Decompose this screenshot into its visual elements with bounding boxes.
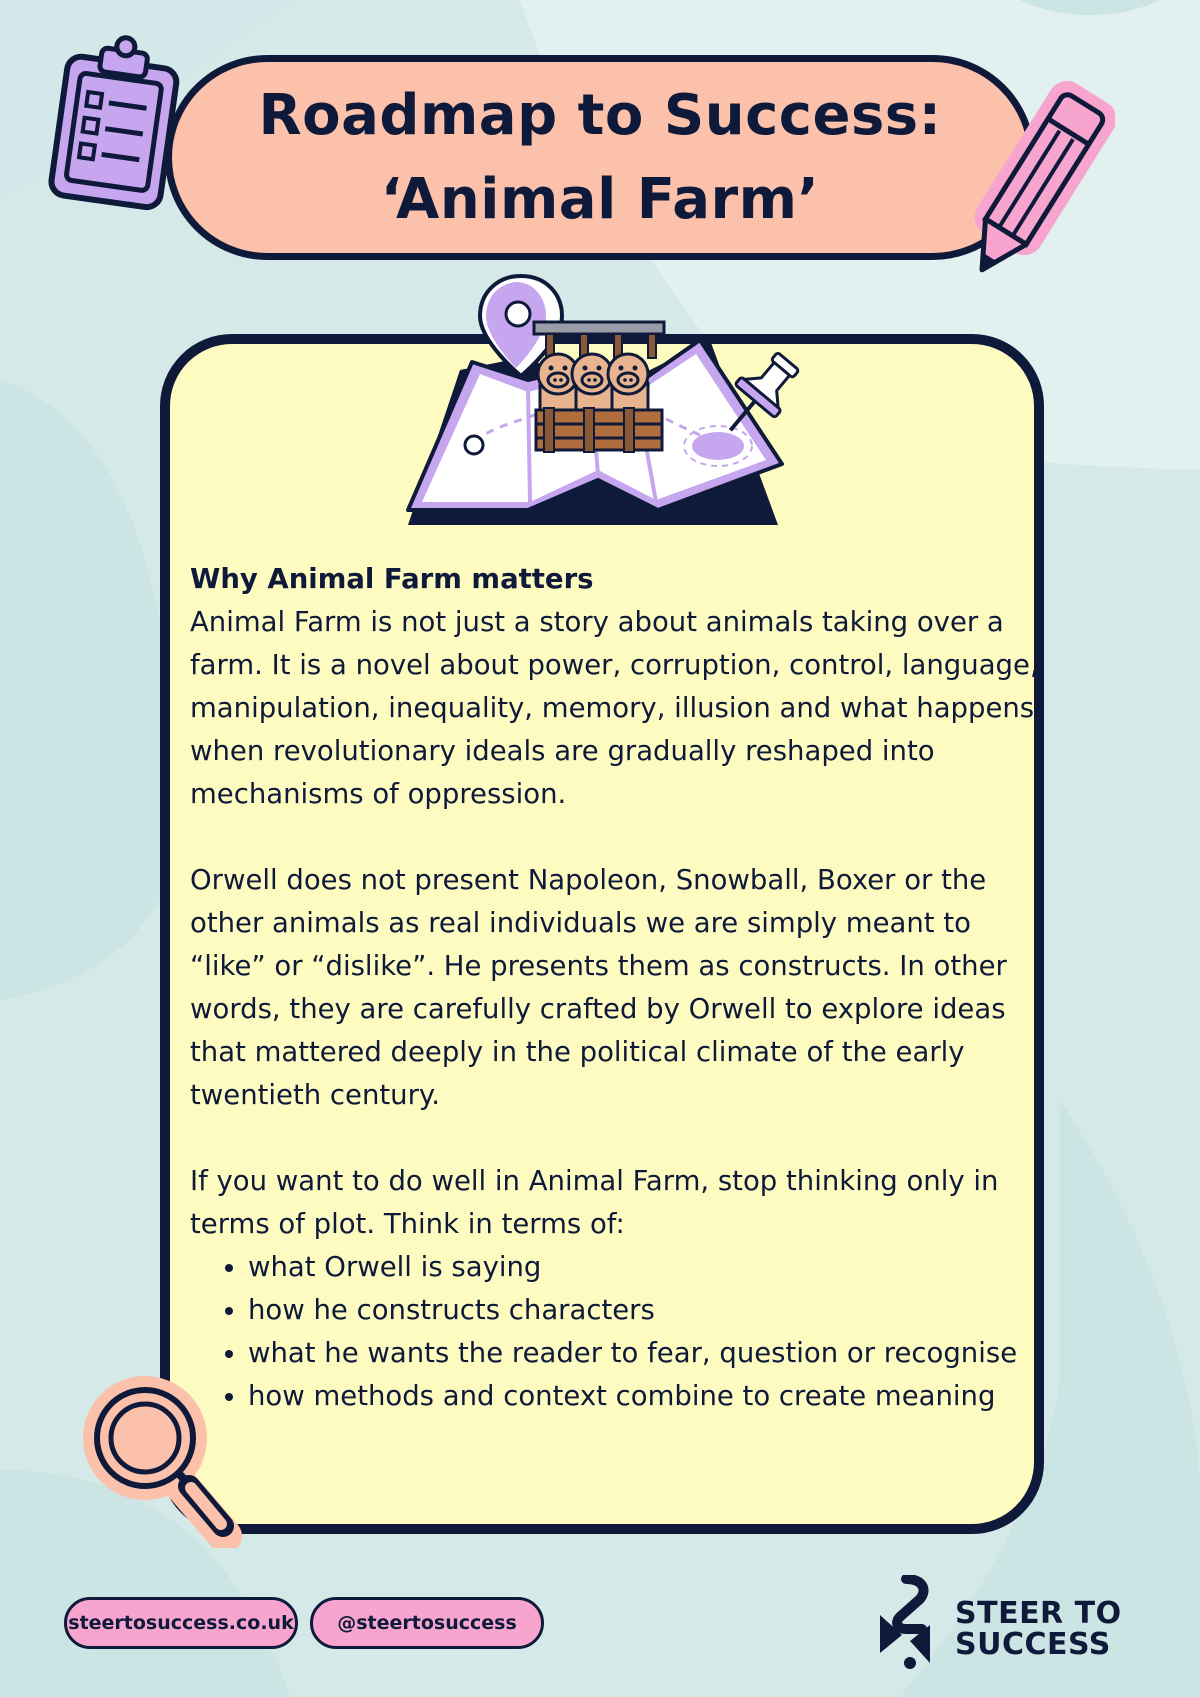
push-pin-icon [710, 345, 810, 445]
paragraph-3: If you want to do well in Animal Farm, stop thinking only in terms of plot. Think in terms of: [190, 1165, 999, 1240]
page-title-line-1: Roadmap to Success: [258, 82, 942, 148]
brand-line-1: STEER TO [955, 1596, 1122, 1631]
page-title-line-2: ‘Animal Farm’ [380, 166, 820, 232]
paragraph-2: Orwell does not present Napoleon, Snowball, Boxer or the other animals as real individuals we are simply meant to “like” or “dislike”. He presents them as constructs. In other words, they are carefully crafted by Orwell to explore ideas that mattered deeply in the political climate of the early twentieth century. [190, 864, 1007, 1111]
list-item: • what Orwell is saying [248, 1246, 1040, 1289]
website-link[interactable]: steertosuccess.co.uk [64, 1597, 298, 1649]
list-item: • what he wants the reader to fear, question or recognise [248, 1332, 1040, 1375]
pencil-icon [955, 80, 1115, 290]
magnifying-glass-icon [75, 1368, 245, 1548]
pigs-in-pen-icon [530, 318, 670, 458]
steer-logo-icon [872, 1575, 952, 1671]
clipboard-icon [40, 32, 190, 217]
paragraph-1: Animal Farm is not just a story about animals taking over a farm. It is a novel about power, corruption, control, language, manipulation, inequality, memory, illusion and what happens when revolutionary ideals are gradually reshaped into mechanisms of oppression. [190, 606, 1039, 810]
section-heading: Why Animal Farm matters [190, 563, 594, 595]
brand-name [955, 1598, 1122, 1660]
brand-line-2: SUCCESS [955, 1627, 1111, 1662]
list-item: • how he constructs characters [248, 1289, 1040, 1332]
social-handle-link[interactable]: @steertosuccess [310, 1597, 544, 1649]
bullet-list [190, 1246, 1040, 1418]
list-item: • how methods and context combine to create meaning [248, 1375, 1040, 1418]
title-banner [165, 55, 1035, 260]
content-body [190, 558, 1040, 1418]
